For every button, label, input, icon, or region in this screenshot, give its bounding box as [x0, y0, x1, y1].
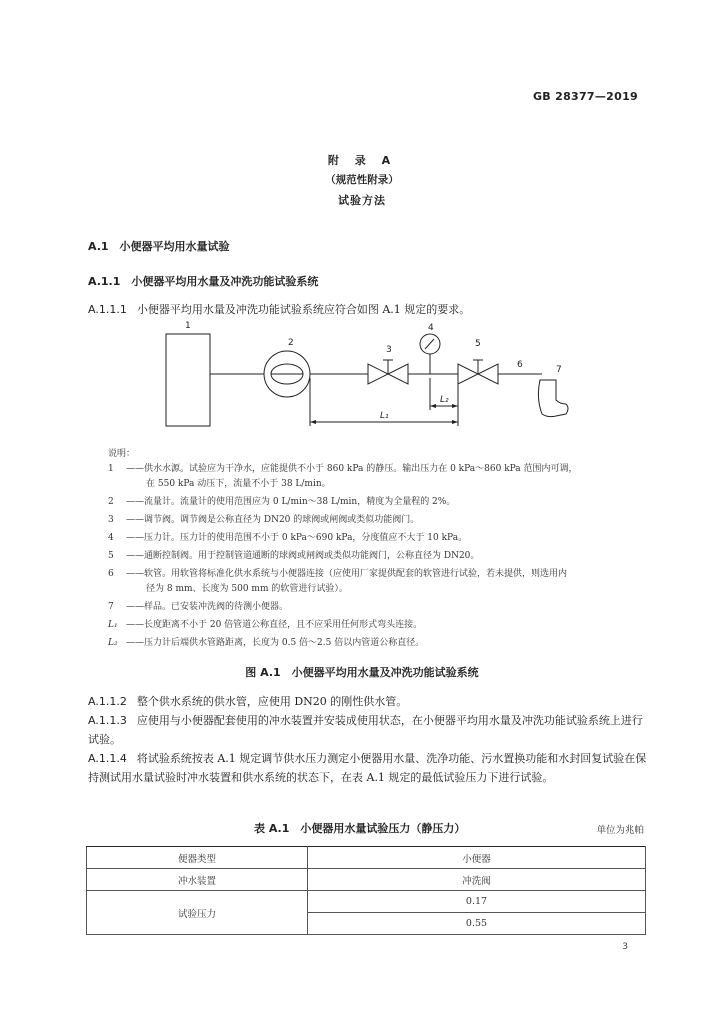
test-system-diagram: [0, 318, 724, 438]
table-caption: 表 A.1 小便器用水量试验压力（静压力）: [254, 822, 466, 835]
clause-number: A.1.1.4: [88, 752, 127, 765]
table-row: [87, 847, 646, 869]
pressure-table: [86, 846, 646, 935]
standard-number: GB 28377—2019: [532, 90, 638, 103]
legend-item: L₁ ——长度距离不小于 20 倍管道公称直径，且不应采用任何形式弯头连接。: [108, 620, 423, 630]
label-4: 4: [428, 323, 434, 333]
appendix-name: 试验方法: [338, 194, 386, 207]
table-cell: 0.17: [308, 891, 646, 913]
table-cell: 小便器: [308, 847, 646, 869]
section-a11-heading: A.1.1 小便器平均用水量及冲洗功能试验系统: [88, 275, 319, 288]
gauge-needle: [425, 339, 434, 349]
appendix-title: 附 录 A: [327, 154, 397, 167]
legend-item: 6 ——软管。用软管将标准化供水系统与小便器连接（应使用厂家提供配套的软管进行试验，若未提供，则选用内: [108, 569, 568, 579]
appendix-normative: （规范性附录）: [325, 174, 399, 186]
page-number: 3: [622, 942, 628, 952]
legend-title: 说明：: [108, 449, 136, 459]
clause-text: 整个供水系统的供水管，应使用 DN20 的刚性供水管。: [136, 695, 408, 708]
paragraph-a113: [88, 711, 648, 749]
table-cell: 冲洗阀: [308, 869, 646, 891]
paragraph-a111: [88, 300, 648, 319]
table-unit: 单位为兆帕: [596, 825, 644, 836]
label-l1: L₁: [380, 411, 389, 421]
table-cell: 冲水装置: [87, 869, 308, 891]
section-a1-heading: A.1 小便器平均用水量试验: [88, 240, 230, 253]
label-1: 1: [185, 321, 191, 331]
table-row: [87, 891, 646, 913]
urinal-icon: [538, 380, 568, 417]
label-l2: L₂: [440, 395, 449, 405]
legend-item-cont: 在 550 kPa 动压下，流量不小于 38 L/min。: [146, 479, 331, 489]
table-cell: 试验压力: [87, 891, 308, 935]
label-7: 7: [556, 365, 562, 375]
figure-caption: 图 A.1 小便器平均用水量及冲洗功能试验系统: [245, 666, 479, 679]
clause-text: 小便器平均用水量及冲洗功能试验系统应符合如图 A.1 规定的要求。: [136, 303, 471, 316]
legend-item: 3 ——调节阀。调节阀是公称直径为 DN20 的球阀或闸阀或类似功能阀门。: [108, 515, 420, 525]
legend-item: L₂ ——压力计后端供水管路距离，长度为 0.5 倍～2.5 倍以内管道公称直径。: [108, 638, 425, 648]
legend-item: 1 ——供水水源。试验应为干净水，应能提供不小于 860 kPa 的静压。输出压力在 0 kPa～860 kPa 范围内可调，: [108, 464, 578, 474]
table-row: [87, 869, 646, 891]
legend: [108, 462, 668, 652]
clause-text: 应使用与小便器配套使用的冲水装置并安装成使用状态，在小便器平均用水量及冲洗功能试验系统上进行试验。: [88, 714, 643, 746]
label-6: 6: [517, 360, 523, 370]
label-3: 3: [386, 345, 392, 355]
legend-item: 2 ——流量计。流量计的使用范围应为 0 L/min～38 L/min，精度为全量程的 2%。: [108, 497, 456, 507]
legend-item: 5 ——通断控制阀。用于控制管道通断的球阀或闸阀或类似功能阀门，公称直径为 DN20。: [108, 551, 480, 561]
clause-text: 将试验系统按表 A.1 规定调节供水压力测定小便器用水量、洗净功能、污水置换功能和水封回复试验在保持测试用水量试验时冲水装置和供水系统的状态下，在表 A.1 规定的最低试验压力下进行试验。: [88, 752, 647, 784]
legend-item: 4 ——压力计。压力计的使用范围不小于 0 kPa～690 kPa，分度值应不大于 10 kPa。: [108, 533, 468, 543]
legend-item: 7 ——样品。已安装冲洗阀的待测小便器。: [108, 602, 289, 612]
table-cell: 0.55: [308, 913, 646, 935]
paragraph-a112: [88, 692, 648, 711]
clause-number: A.1.1.3: [88, 714, 127, 727]
water-source-box: [166, 334, 210, 426]
clause-number: A.1.1.2: [88, 695, 127, 708]
clause-number: A.1.1.1: [88, 303, 127, 316]
paragraph-a114: [88, 749, 648, 787]
label-2: 2: [288, 338, 294, 348]
table-cell: 便器类型: [87, 847, 308, 869]
legend-item-cont: 径为 8 mm、长度为 500 mm 的软管进行试验）。: [146, 584, 348, 594]
label-5: 5: [475, 339, 481, 349]
